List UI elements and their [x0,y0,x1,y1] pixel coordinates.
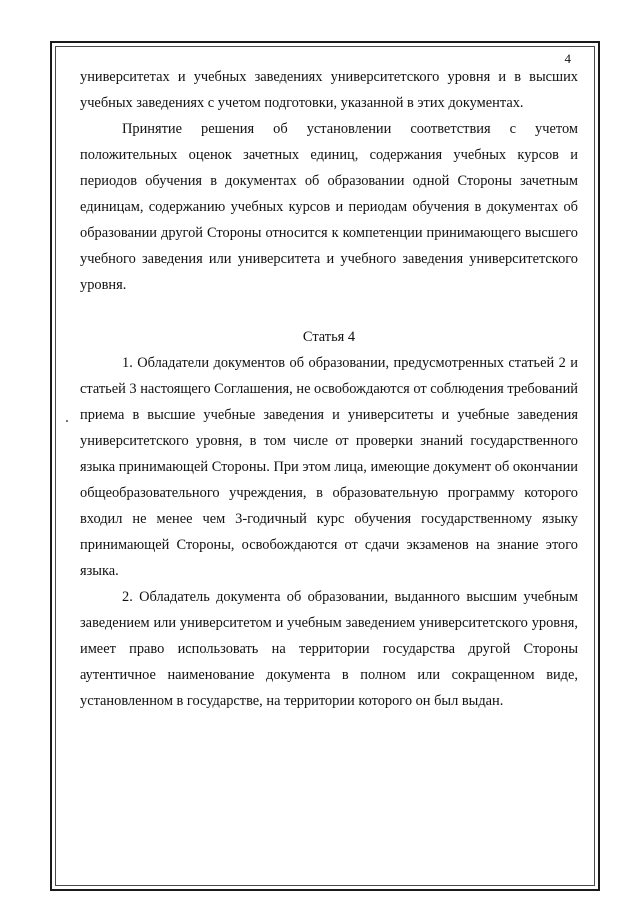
paragraph-continuation: университетах и учебных заведениях университетского уровня и в высших учебных заведениях с учетом подготовки, указанной в этих документах. [80,69,578,111]
paragraph-decision: Принятие решения об установлении соответствия с учетом положительных оценок зачетных единиц, содержания учебных курсов и периодов обучения в документах об образовании одной Стороны зачетным единицам, содержанию учебных курсов и периодам обучения в документах об образовании другой Стороны относится к компетенции принимающего высшего учебного заведения или университета и учебного заведения университетского уровня. [80,121,578,293]
scan-mark [66,420,68,422]
article-clause-1: 1. Обладатели документов об образовании, предусмотренных статьей 2 и статьей 3 настоящего Соглашения, не освобождаются от соблюдения требований приема в высшие учебные заведения и университеты и учебные заведения университетского уровня, в том числе от проверки знаний государственного языка принимающей Стороны. При этом лица, имеющие документ об окончании общеобразовательного учреждения, в образовательную программу которого входил не менее чем 3-годичный курс обучения государственному языку принимающей Стороны, освобождаются от сдачи экзаменов на знание этого языка. [80,355,578,579]
article-clause-2: 2. Обладатель документа об образовании, выданного высшим учебным заведением или университетом и учебным заведением университетского уровня, имеет право использовать на территории государства другой Стороны аутентичное наименование документа в полном или сокращенном виде, установленном в государстве, на территории которого он был выдан. [80,589,578,709]
document-body [80,64,578,714]
article-heading: Статья 4 [302,329,356,345]
page-number: 4 [564,51,571,66]
